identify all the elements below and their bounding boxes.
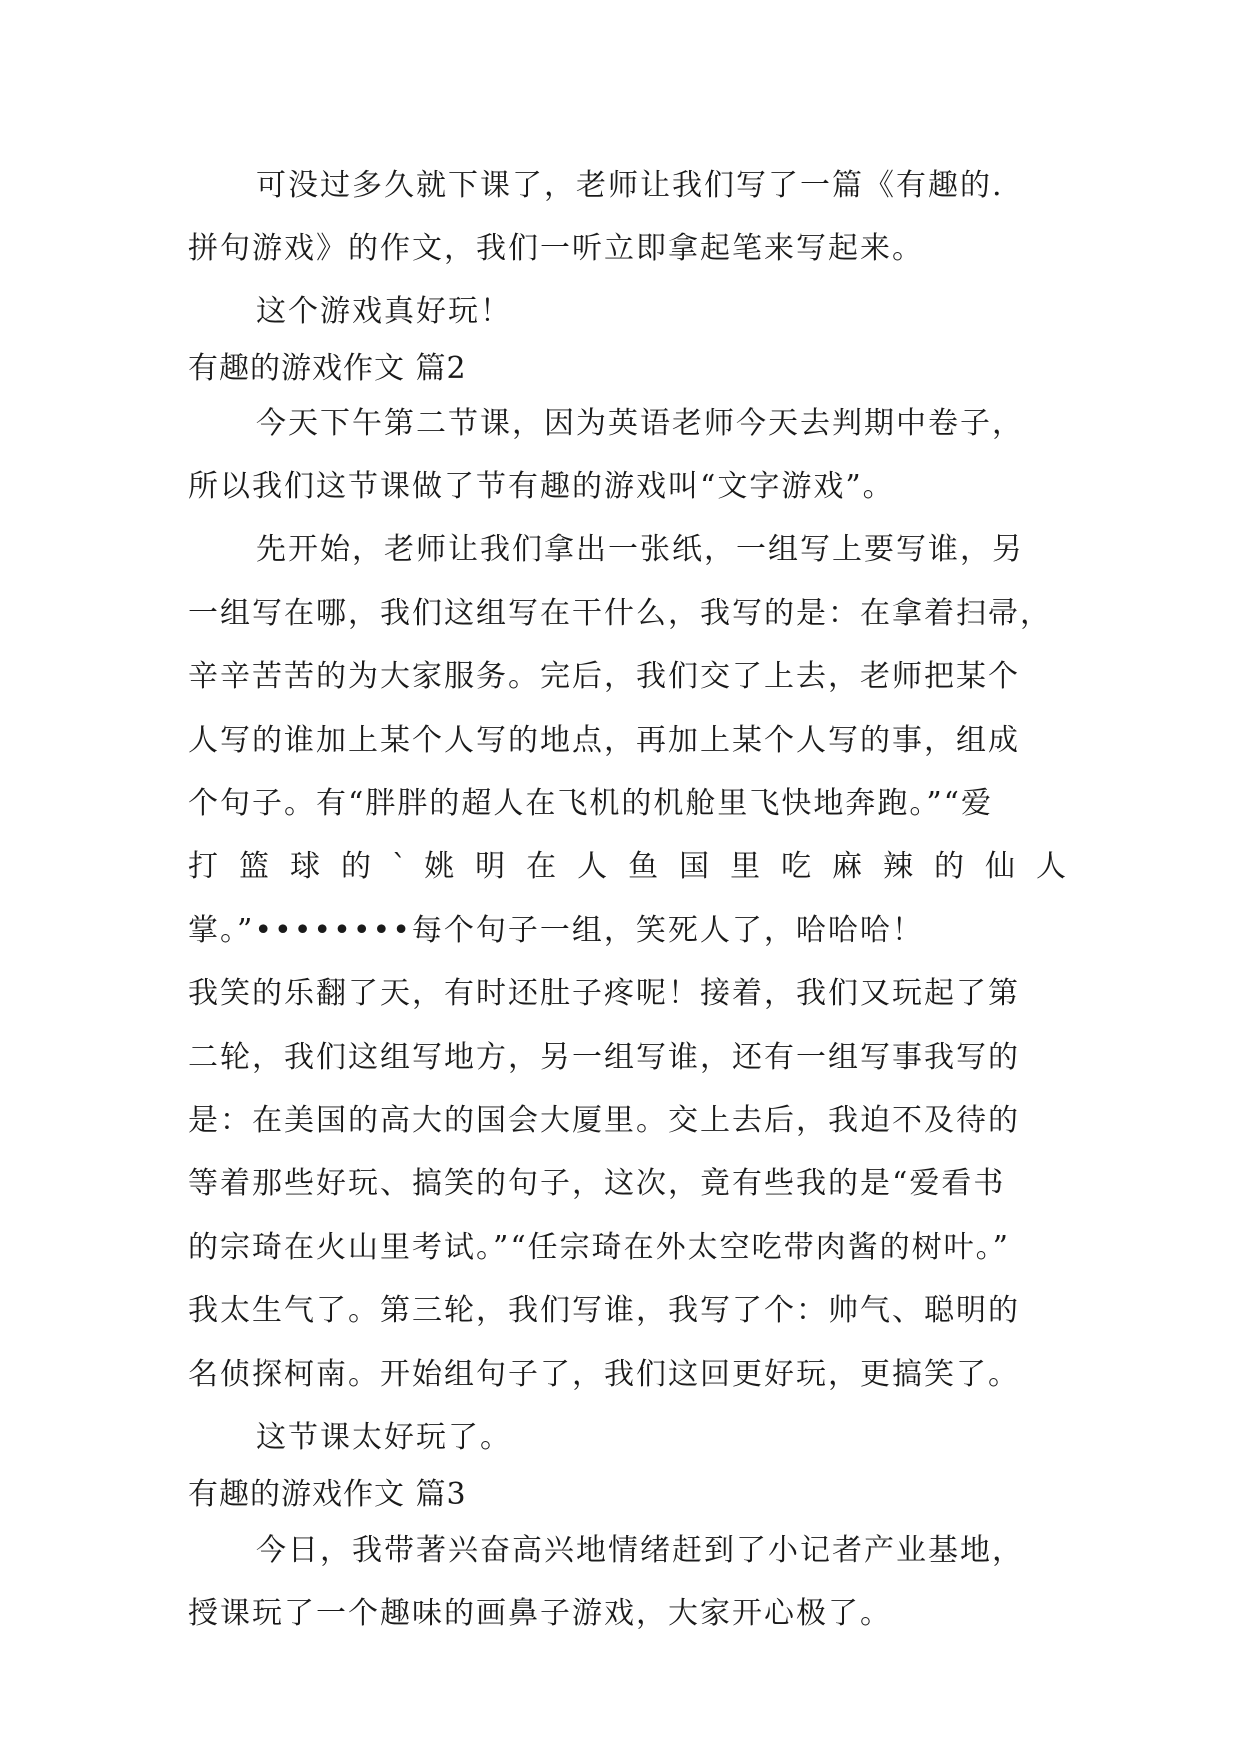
paragraph-line: 辛辛苦苦的为大家服务。完后，我们交了上去，老师把某个 — [188, 659, 1020, 694]
paragraph-line: 拼句游戏》的作文，我们一听立即拿起笔来写起来。 — [188, 231, 924, 266]
paragraph-line: 这个游戏真好玩！ — [256, 294, 512, 329]
section-heading: 有趣的游戏作文 篇3 — [188, 1477, 467, 1512]
paragraph-line: 一组写在哪，我们这组写在干什么，我写的是：在拿着扫帚， — [188, 596, 1052, 631]
paragraph-line: 我太生气了。第三轮，我们写谁，我写了个：帅气、聪明的 — [188, 1293, 1020, 1328]
paragraph-line: 名侦探柯南。开始组句子了，我们这回更好玩，更搞笑了。 — [188, 1357, 1020, 1392]
paragraph-line: 是：在美国的高大的国会大厦里。交上去后，我迫不及待的 — [188, 1103, 1020, 1138]
paragraph-line: 掌。”••••••••每个句子一组，笑死人了，哈哈哈！ — [188, 913, 924, 948]
paragraph-line: 二轮，我们这组写地方，另一组写谁，还有一组写事我写的 — [188, 1040, 1020, 1075]
paragraph-line: 授课玩了一个趣味的画鼻子游戏，大家开心极了。 — [188, 1596, 892, 1631]
paragraph-line: 个句子。有“胖胖的超人在飞机的机舱里飞快地奔跑。”“爱 — [188, 786, 994, 821]
paragraph-line: 先开始，老师让我们拿出一张纸，一组写上要写谁，另 — [256, 532, 1024, 567]
paragraph-line: 我笑的乐翻了天，有时还肚子疼呢！接着，我们又玩起了第 — [188, 976, 1020, 1011]
paragraph-line: 人写的谁加上某个人写的地点，再加上某个人写的事，组成 — [188, 723, 1020, 758]
paragraph-line: 的宗琦在火山里考试。”“任宗琦在外太空吃带肉酱的树叶。” — [188, 1230, 1011, 1265]
paragraph-line: 等着那些好玩、搞笑的句子，这次，竟有些我的是“爱看书 — [188, 1166, 1006, 1201]
paragraph-line: 可没过多久就下课了，老师让我们写了一篇《有趣的. — [256, 168, 1004, 203]
paragraph-line: 打 篮 球 的 ` 姚 明 在 人 鱼 国 里 吃 麻 辣 的 仙 人 — [188, 849, 1068, 884]
paragraph-line: 今天下午第二节课，因为英语老师今天去判期中卷子， — [256, 406, 1024, 441]
section-heading: 有趣的游戏作文 篇2 — [188, 351, 467, 386]
paragraph-line: 今日，我带著兴奋高兴地情绪赶到了小记者产业基地， — [256, 1533, 1024, 1568]
paragraph-line: 所以我们这节课做了节有趣的游戏叫“文字游戏”。 — [188, 469, 895, 504]
paragraph-line: 这节课太好玩了。 — [256, 1420, 512, 1455]
